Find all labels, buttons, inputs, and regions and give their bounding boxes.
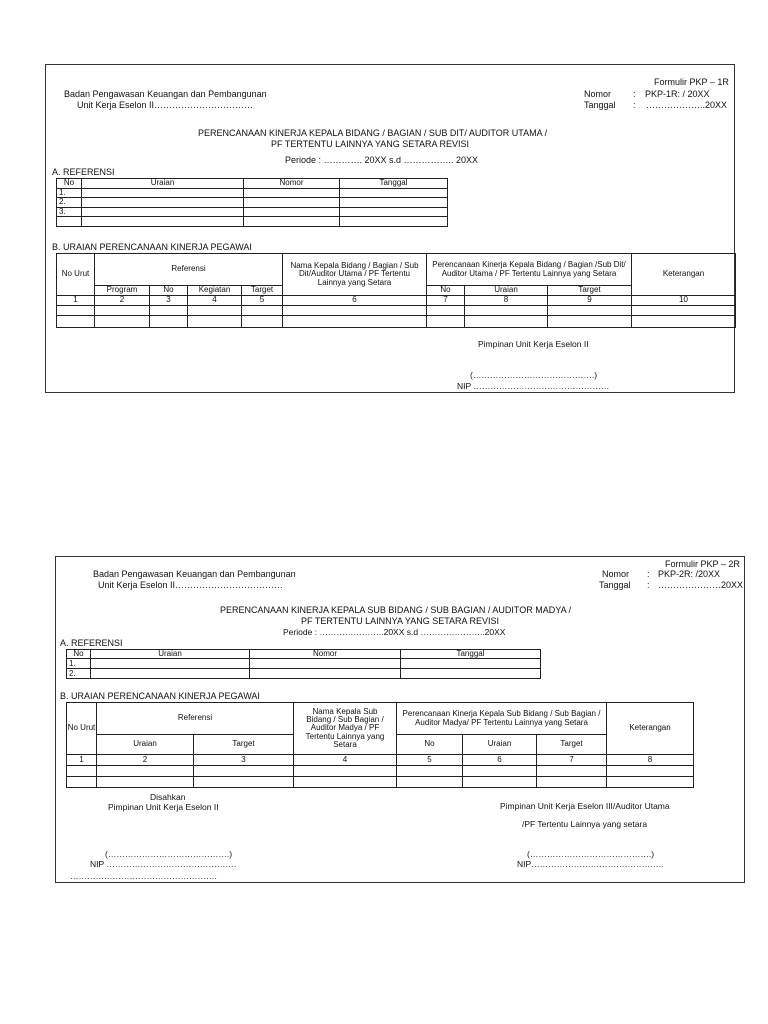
- b-header-uraian2: Uraian: [463, 735, 537, 755]
- form2-left-sign-name: (…………………………………….): [105, 849, 233, 859]
- ref-header-no: No: [67, 650, 91, 659]
- form2-unit-line: Unit Kerja Eselon II………………………………: [98, 580, 284, 590]
- b-header-nama: Nama Kepala Sub Bidang / Sub Bagian / Auditor Madya / PF Tertentu Lainnya yang Setara: [294, 703, 397, 755]
- ref-row-no: 2.: [57, 198, 82, 207]
- ref-cell: [340, 189, 448, 198]
- ref-cell: [340, 217, 448, 227]
- b-header-no2: No: [397, 735, 463, 755]
- form2-left-signer: Pimpinan Unit Kerja Eselon II: [108, 802, 219, 812]
- b-col-number: 1: [57, 296, 95, 306]
- b-header-no2: No: [427, 286, 465, 296]
- form2-referensi-table: [66, 649, 541, 679]
- b-header-perencanaan: Perencanaan Kinerja Kepala Sub Bidang / Sub Bagian / Auditor Madya/ PF Tertentu Lainnya yang Setara: [397, 703, 607, 735]
- b-header-kegiatan: Kegiatan: [188, 286, 242, 296]
- ref-cell: [250, 659, 401, 669]
- ref-row-no: 3.: [57, 207, 82, 216]
- b-header-nama: Nama Kepala Bidang / Bagian / Sub Dit/Auditor Utama / PF Tertentu Lainnya yang Setara: [283, 254, 427, 296]
- form2-periode: Periode : …………………..20XX s.d …………………..20XX: [283, 627, 506, 637]
- ref-cell: [340, 207, 448, 216]
- b-header-target2: Target: [537, 735, 607, 755]
- b-col-number: 9: [548, 296, 632, 306]
- form2-right-signer-line2: /PF Tertentu Lainnya yang setara: [522, 819, 648, 829]
- b-col-number: 2: [95, 296, 150, 306]
- table-row: [57, 316, 736, 328]
- ref-cell: [340, 198, 448, 207]
- b-col-number: 7: [427, 296, 465, 306]
- ref-cell: [244, 207, 340, 216]
- ref-cell: [244, 189, 340, 198]
- b-col-number: 4: [188, 296, 242, 306]
- form2-section-a: A. REFERENSI: [60, 638, 123, 648]
- ref-row-no: 1.: [67, 659, 91, 669]
- b-header-program: Program: [95, 286, 150, 296]
- form1-section-a: A. REFERENSI: [52, 167, 115, 177]
- form2-nomor-value: PKP-2R: /20XX: [658, 569, 721, 579]
- b-header-referensi: Referensi: [97, 703, 294, 735]
- b-header-keterangan: Keterangan: [607, 703, 694, 755]
- form2-uraian-table: [66, 702, 694, 788]
- form2-tanggal-value: …………………20XX: [658, 580, 744, 590]
- b-header-perencanaan: Perencanaan Kinerja Kepala Bidang / Bagian /Sub Dit/ Auditor Utama / PF Tertentu Lainnya yang Setara: [427, 254, 632, 286]
- b-col-number: 5: [242, 296, 283, 306]
- form-pkp-1r: [45, 64, 735, 393]
- form1-nomor-label: Nomor: [584, 89, 612, 99]
- form1-sign-name: (…………………………………….): [470, 370, 598, 380]
- ref-cell: [82, 207, 244, 216]
- table-row: [67, 766, 694, 777]
- ref-cell: [401, 659, 541, 669]
- form2-tanggal-label: Tanggal: [599, 580, 631, 590]
- form2-left-extra-dots: …………………………………………….: [70, 871, 217, 881]
- b-col-number: 1: [67, 755, 97, 766]
- form2-title-line2: PF TERTENTU LAINNYA YANG SETARA REVISI: [301, 616, 500, 626]
- ref-row-no: 1.: [57, 189, 82, 198]
- b-header-uraian: Uraian: [97, 735, 194, 755]
- form1-sign-nip: NIP …………………………………………: [457, 381, 610, 391]
- b-header-no-urut: No Urut: [67, 703, 97, 755]
- form1-tanggal-label: Tanggal: [584, 100, 616, 110]
- b-col-number: 5: [397, 755, 463, 766]
- form2-right-signer-line1: Pimpinan Unit Kerja Eselon III/Auditor Utama: [500, 801, 670, 811]
- b-header-target: Target: [242, 286, 283, 296]
- b-header-no-urut: No Urut: [57, 254, 95, 296]
- ref-header-uraian: Uraian: [91, 650, 250, 659]
- form1-uraian-table: [56, 253, 736, 328]
- ref-cell: [82, 198, 244, 207]
- form2-title-line1: PERENCANAAN KINERJA KEPALA SUB BIDANG / SUB BAGIAN / AUDITOR MADYA /: [220, 605, 572, 615]
- form1-referensi-table: [56, 178, 448, 227]
- ref-row-no: 2.: [67, 669, 91, 679]
- b-col-number: 2: [97, 755, 194, 766]
- form2-left-sign-nip: NIP ……………………………………….: [90, 859, 237, 869]
- ref-header-nomor: Nomor: [244, 179, 340, 189]
- ref-cell: [244, 198, 340, 207]
- b-header-referensi: Referensi: [95, 254, 283, 286]
- b-col-number: 4: [294, 755, 397, 766]
- ref-header-nomor: Nomor: [250, 650, 401, 659]
- b-col-number: 3: [194, 755, 294, 766]
- b-header-keterangan: Keterangan: [632, 254, 736, 296]
- b-header-uraian: Uraian: [465, 286, 548, 296]
- form1-title-line2: PF TERTENTU LAINNYA YANG SETARA REVISI: [271, 139, 470, 149]
- form2-nomor-colon: :: [647, 569, 650, 579]
- ref-cell: [91, 659, 250, 669]
- b-header-no: No: [150, 286, 188, 296]
- form1-org-name: Badan Pengawasan Keuangan dan Pembangunan: [64, 89, 267, 99]
- form1-periode: Periode : …………. 20XX s.d …………….. 20XX: [285, 155, 479, 165]
- b-col-number: 6: [463, 755, 537, 766]
- form1-tanggal-value: ………………..20XX: [646, 100, 728, 110]
- table-row: [57, 306, 736, 316]
- form1-unit-line: Unit Kerja Eselon II……………………………: [77, 100, 254, 110]
- form1-title-line1: PERENCANAAN KINERJA KEPALA BIDANG / BAGIAN / SUB DIT/ AUDITOR UTAMA /: [198, 128, 548, 138]
- ref-cell: [91, 669, 250, 679]
- form1-tanggal-colon: :: [633, 100, 636, 110]
- form2-nomor-label: Nomor: [602, 569, 630, 579]
- form2-tanggal-colon: :: [647, 580, 650, 590]
- b-col-number: 10: [632, 296, 736, 306]
- ref-header-no: No: [57, 179, 82, 189]
- ref-header-uraian: Uraian: [82, 179, 244, 189]
- form1-nomor-value: PKP-1R: / 20XX: [645, 89, 710, 99]
- b-col-number: 6: [283, 296, 427, 306]
- form1-section-b: B. URAIAN PERENCANAAN KINERJA PEGAWAI: [52, 242, 252, 252]
- ref-cell: [401, 669, 541, 679]
- b-col-number: 7: [537, 755, 607, 766]
- b-header-target2: Target: [548, 286, 632, 296]
- ref-cell: [82, 217, 244, 227]
- form2-org-name: Badan Pengawasan Keuangan dan Pembangunan: [93, 569, 296, 579]
- form1-nomor-colon: :: [633, 89, 636, 99]
- ref-header-tanggal: Tanggal: [401, 650, 541, 659]
- b-header-target: Target: [194, 735, 294, 755]
- form2-disahkan: Disahkan: [150, 792, 186, 802]
- form2-section-b: B. URAIAN PERENCANAAN KINERJA PEGAWAI: [60, 691, 260, 701]
- b-col-number: 8: [465, 296, 548, 306]
- form2-right-sign-nip: NIP………………………………………..: [517, 859, 664, 869]
- b-col-number: 3: [150, 296, 188, 306]
- form1-code: Formulir PKP – 1R: [654, 77, 729, 87]
- ref-row-no: [57, 217, 82, 227]
- form2-right-sign-name: (…………………………………….): [527, 849, 655, 859]
- form2-code: Formulir PKP – 2R: [665, 559, 740, 569]
- ref-cell: [250, 669, 401, 679]
- table-row: [67, 777, 694, 788]
- ref-cell: [244, 217, 340, 227]
- ref-cell: [82, 189, 244, 198]
- ref-header-tanggal: Tanggal: [340, 179, 448, 189]
- form1-signer-title: Pimpinan Unit Kerja Eselon II: [478, 339, 589, 349]
- b-col-number: 8: [607, 755, 694, 766]
